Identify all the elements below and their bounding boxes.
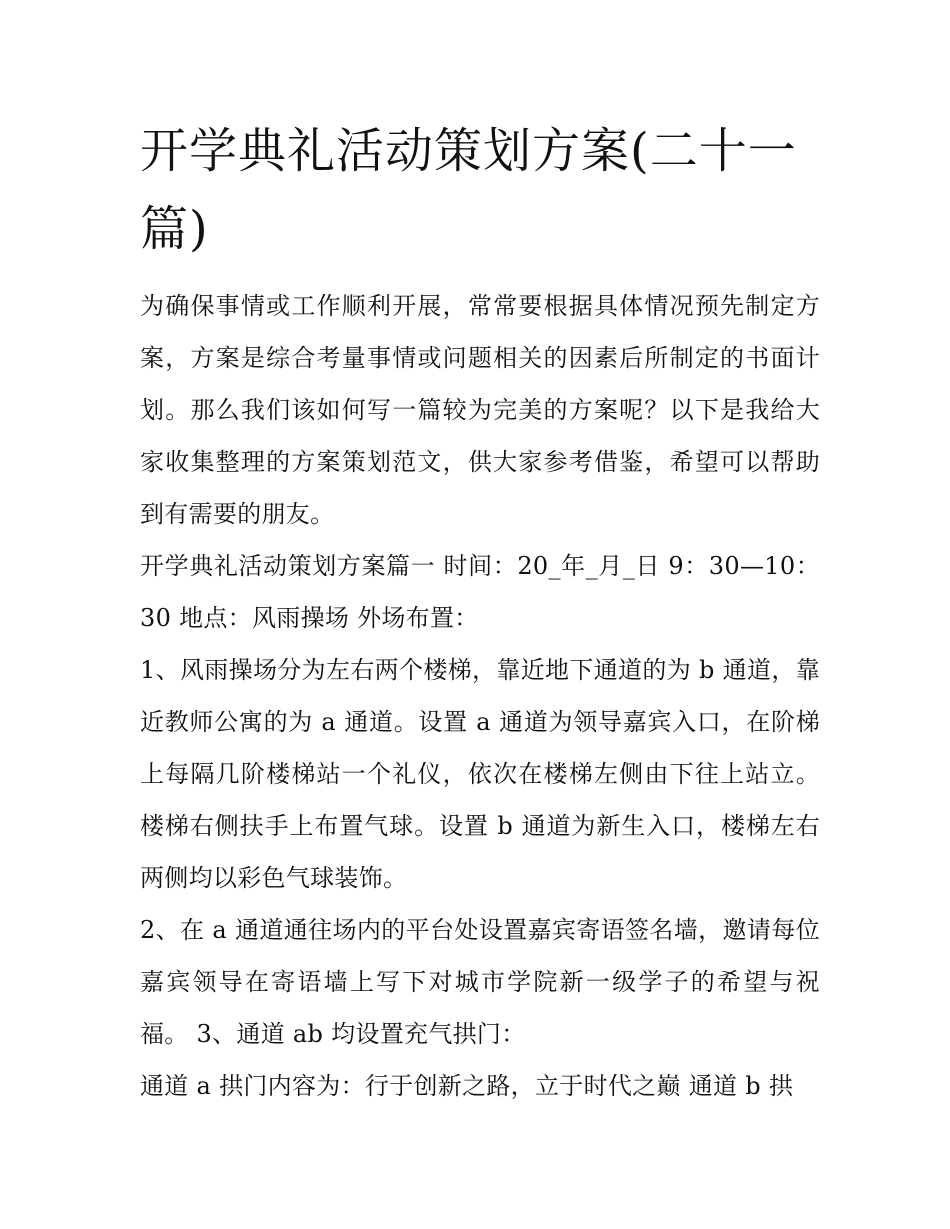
intro-paragraph: 为确保事情或工作顺利开展，常常要根据具体情况预先制定方案，方案是综合考量事情或问题相关的因素后所制定的书面计划。那么我们该如何写一篇较为完美的方案呢？以下是我给大家收集整理的方案策划范文，供大家参考借鉴，希望可以帮助到有需要的朋友。	[140, 292, 820, 528]
plan-header-paragraph: 开学典礼活动策划方案篇一 时间：20_年_月_日 9：30—10：30 地点：风雨操场 外场布置：	[140, 552, 820, 632]
item-2-3-paragraph: 2、在 a 通道通往场内的平台处设置嘉宾寄语签名墙，邀请每位嘉宾领导在寄语墙上写下对城市学院新一级学子的希望与祝福。 3、通道 ab 均设置充气拱门：	[140, 916, 820, 1048]
item-1-paragraph: 1、风雨操场分为左右两个楼梯，靠近地下通道的为 b 通道，靠近教师公寓的为 a 通道。设置 a 通道为领导嘉宾入口，在阶梯上每隔几阶楼梯站一个礼仪，依次在楼梯左侧由下往上站立。楼梯右侧扶手上布置气球。设置 b 通道为新生入口，楼梯左右两侧均以彩色气球装饰。	[140, 656, 820, 892]
document-title: 开学典礼活动策划方案(二十一篇)	[140, 123, 797, 257]
arch-content-paragraph: 通道 a 拱门内容为：行于创新之路，立于时代之巅 通道 b 拱	[140, 1072, 794, 1100]
document-body	[140, 280, 820, 1112]
